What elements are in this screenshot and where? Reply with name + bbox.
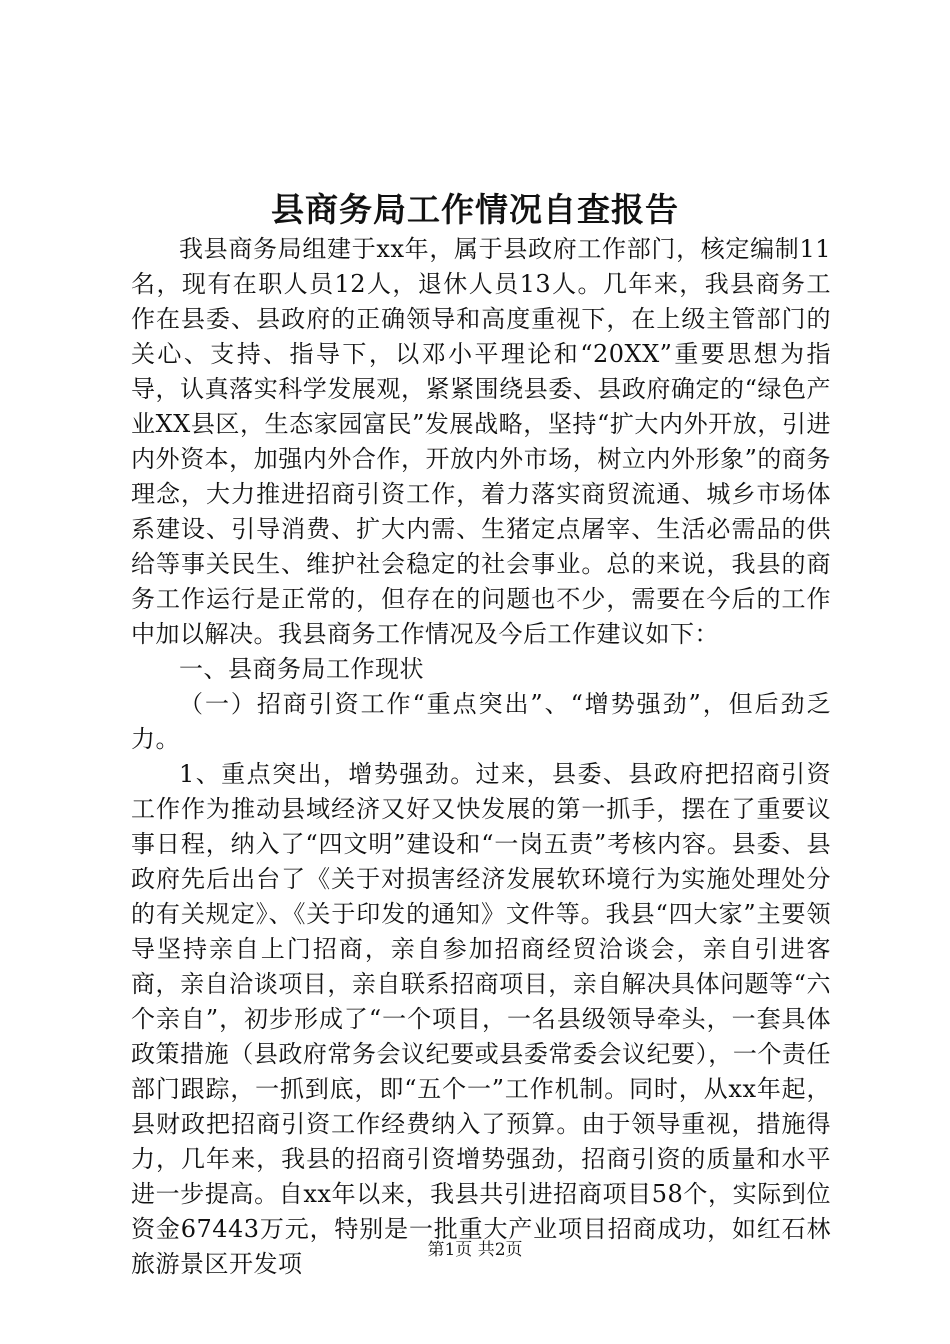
page-number: 第1页 共2页 — [427, 1240, 523, 1260]
section-heading: 一、县商务局工作现状 — [179, 655, 424, 683]
document-body — [131, 232, 831, 1282]
paragraph-intro: 我县商务局组建于xx年，属于县政府工作部门，核定编制11名，现有在职人员12人，退休人员13人。几年来，我县商务工作在县委、县政府的正确领导和高度重视下，在上级主管部门的关心、支持、指导下，以邓小平理论和“20XX”重要思想为指导，认真落实科学发展观，紧紧围绕县委、县政府确定的“绿色产业XX县区，生态家园富民”发展战略，坚持“扩大内外开放，引进内外资本，加强内外合作，开放内外市场，树立内外形象”的商务理念，大力推进招商引资工作，着力落实商贸流通、城乡市场体系建设、引导消费、扩大内需、生猪定点屠宰、生活必需品的供给等事关民生、维护社会稳定的社会事业。总的来说，我县的商务工作运行是正常的，但存在的问题也不少，需要在今后的工作中加以解决。我县商务工作情况及今后工作建议如下： — [131, 235, 831, 648]
document-title: 县商务局工作情况自查报告 — [271, 190, 679, 229]
subsection-heading: （一）招商引资工作“重点突出”、“增势强劲”，但后劲乏力。 — [131, 690, 831, 753]
paragraph-item-1: 1、重点突出，增势强劲。过来，县委、县政府把招商引资工作作为推动县域经济又好又快发展的第一抓手，摆在了重要议事日程，纳入了“四文明”建设和“一岗五责”考核内容。县委、县政府先后出台了《关于对损害经济发展软环境行为实施处理处分的有关规定》、《关于印发的通知》文件等。我县“四大家”主要领导坚持亲自上门招商，亲自参加招商经贸洽谈会，亲自引进客商，亲自洽谈项目，亲自联系招商项目，亲自解决具体问题等“六个亲自”，初步形成了“一个项目，一名县级领导牵头，一套具体政策措施（县政府常务会议纪要或县委常委会议纪要），一个责任部门跟踪，一抓到底，即“五个一”工作机制。同时，从xx年起，县财政把招商引资工作经费纳入了预算。由于领导重视，措施得力，几年来，我县的招商引资增势强劲，招商引资的质量和水平进一步提高。自xx年以来，我县共引进招商项目58个，实际到位资金67443万元，特别是一批重大产业项目招商成功，如红石林旅游景区开发项 — [131, 760, 831, 1278]
